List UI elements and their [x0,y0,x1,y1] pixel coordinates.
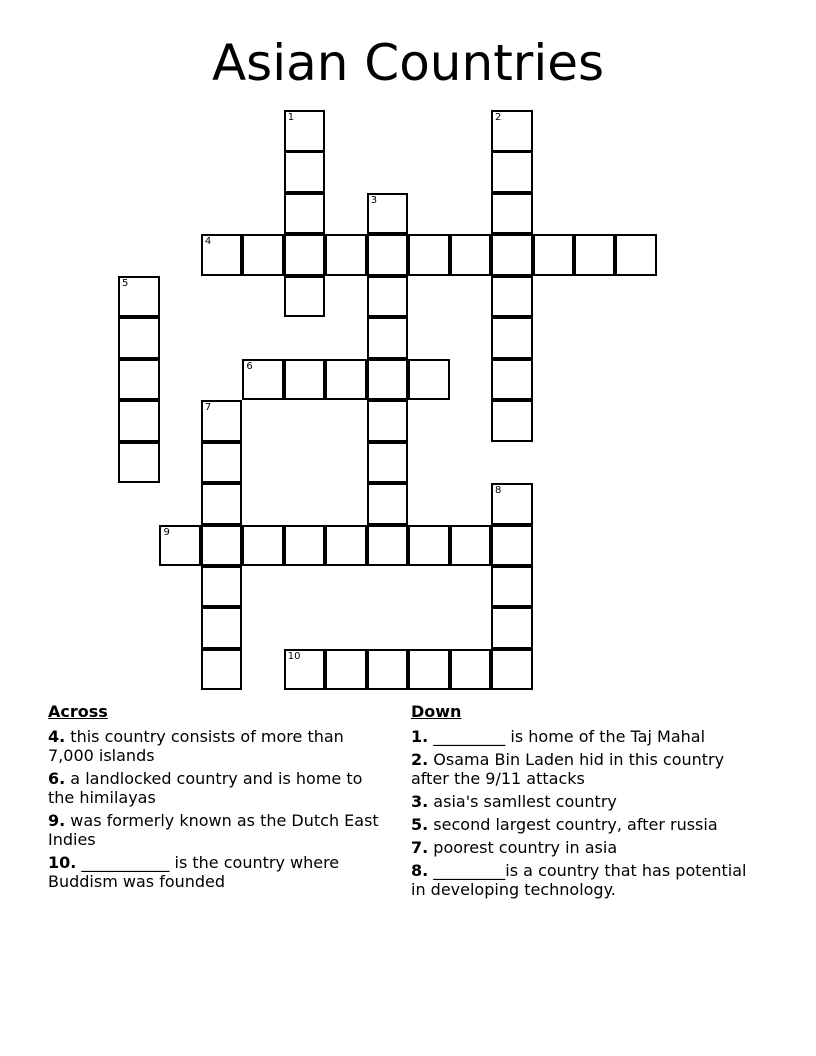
clue-number: 3 [370,194,378,206]
grid-cell[interactable] [408,649,450,691]
grid-cell[interactable] [118,317,160,359]
grid-cell[interactable] [367,276,409,318]
down-clues [411,702,756,903]
grid-cell[interactable] [491,317,533,359]
clue-across-9: 9. was formerly known as the Dutch East Indies [48,811,379,849]
grid-cell[interactable] [450,525,492,567]
clue-down-1: 1. _________ is home of the Taj Mahal [411,727,706,746]
grid-cell[interactable] [491,193,533,235]
grid-cell[interactable] [284,359,326,401]
grid-cell[interactable] [367,193,409,235]
grid-cell[interactable] [491,566,533,608]
grid-cell[interactable] [325,359,367,401]
grid-cell[interactable] [201,607,243,649]
grid-cell[interactable] [325,649,367,691]
down-heading: Down [411,702,462,721]
clue-across-10: 10. ___________ is the country where Buddism was founded [48,853,340,891]
grid-cell[interactable] [491,151,533,193]
grid-cell[interactable] [242,525,284,567]
grid-cell[interactable] [325,234,367,276]
grid-cell[interactable] [408,525,450,567]
clue-number: 10 [287,650,301,662]
grid-cell[interactable] [491,359,533,401]
grid-cell[interactable] [367,525,409,567]
grid-cell[interactable] [367,442,409,484]
grid-cell[interactable] [159,525,201,567]
grid-cell[interactable] [201,442,243,484]
grid-cell[interactable] [408,359,450,401]
grid-cell[interactable] [284,151,326,193]
grid-cell[interactable] [367,649,409,691]
clue-down-3: 3. asia's samllest country [411,792,617,811]
grid-cell[interactable] [242,234,284,276]
clue-down-8: 8. _________is a country that has potential in developing technology. [411,861,747,899]
clue-across-4: 4. this country consists of more than 7,000 islands [48,727,344,765]
grid-cell[interactable] [615,234,657,276]
clue-down-7: 7. poorest country in asia [411,838,618,857]
grid-cell[interactable] [367,359,409,401]
grid-cell[interactable] [242,359,284,401]
grid-cell[interactable] [491,276,533,318]
clue-number: 9 [163,526,170,538]
clue-across-6: 6. a landlocked country and is home to the himilayas [48,769,363,807]
grid-cell[interactable] [491,607,533,649]
clue-number: 2 [495,112,502,123]
grid-cell[interactable] [201,525,243,567]
grid-cell[interactable] [491,483,533,525]
clue-number: 4 [204,236,212,248]
clue-number: 5 [122,277,129,289]
grid-cell[interactable] [491,649,533,691]
grid-cell[interactable] [574,234,616,276]
grid-cell[interactable] [201,649,243,691]
grid-cell[interactable] [118,442,160,484]
grid-cell[interactable] [284,276,326,318]
grid-cell[interactable] [118,276,160,318]
grid-cell[interactable] [367,234,409,276]
grid-cell[interactable] [491,234,533,276]
grid-cell[interactable] [284,649,326,691]
grid-cell[interactable] [325,525,367,567]
grid-cell[interactable] [284,193,326,235]
grid-cell[interactable] [408,234,450,276]
grid-cell[interactable] [201,234,243,276]
grid-cell[interactable] [491,110,533,152]
grid-cell[interactable] [367,483,409,525]
grid-cell[interactable] [284,234,326,276]
grid-cell[interactable] [201,400,243,442]
clue-down-2: 2. Osama Bin Laden hid in this country after the 9/11 attacks [411,750,725,788]
grid-cell[interactable] [491,525,533,567]
grid-cell[interactable] [118,359,160,401]
across-heading: Across [48,702,108,721]
grid-cell[interactable] [367,317,409,359]
grid-cell[interactable] [284,110,326,152]
page-title: Asian Countries [211,34,605,92]
clue-down-5: 5. second largest country, after russia [411,815,718,834]
grid-cell[interactable] [367,400,409,442]
clue-number: 6 [246,360,253,372]
across-clues [48,702,388,895]
grid-cell[interactable] [450,649,492,691]
grid-cell[interactable] [201,483,243,525]
grid-cell[interactable] [284,525,326,567]
clue-number: 1 [287,112,295,123]
grid-cell[interactable] [491,400,533,442]
grid-cell[interactable] [118,400,160,442]
grid-cell[interactable] [201,566,243,608]
clue-number: 8 [495,485,502,497]
grid-cell[interactable] [533,234,575,276]
grid-cell[interactable] [450,234,492,276]
clue-number: 7 [204,402,212,414]
